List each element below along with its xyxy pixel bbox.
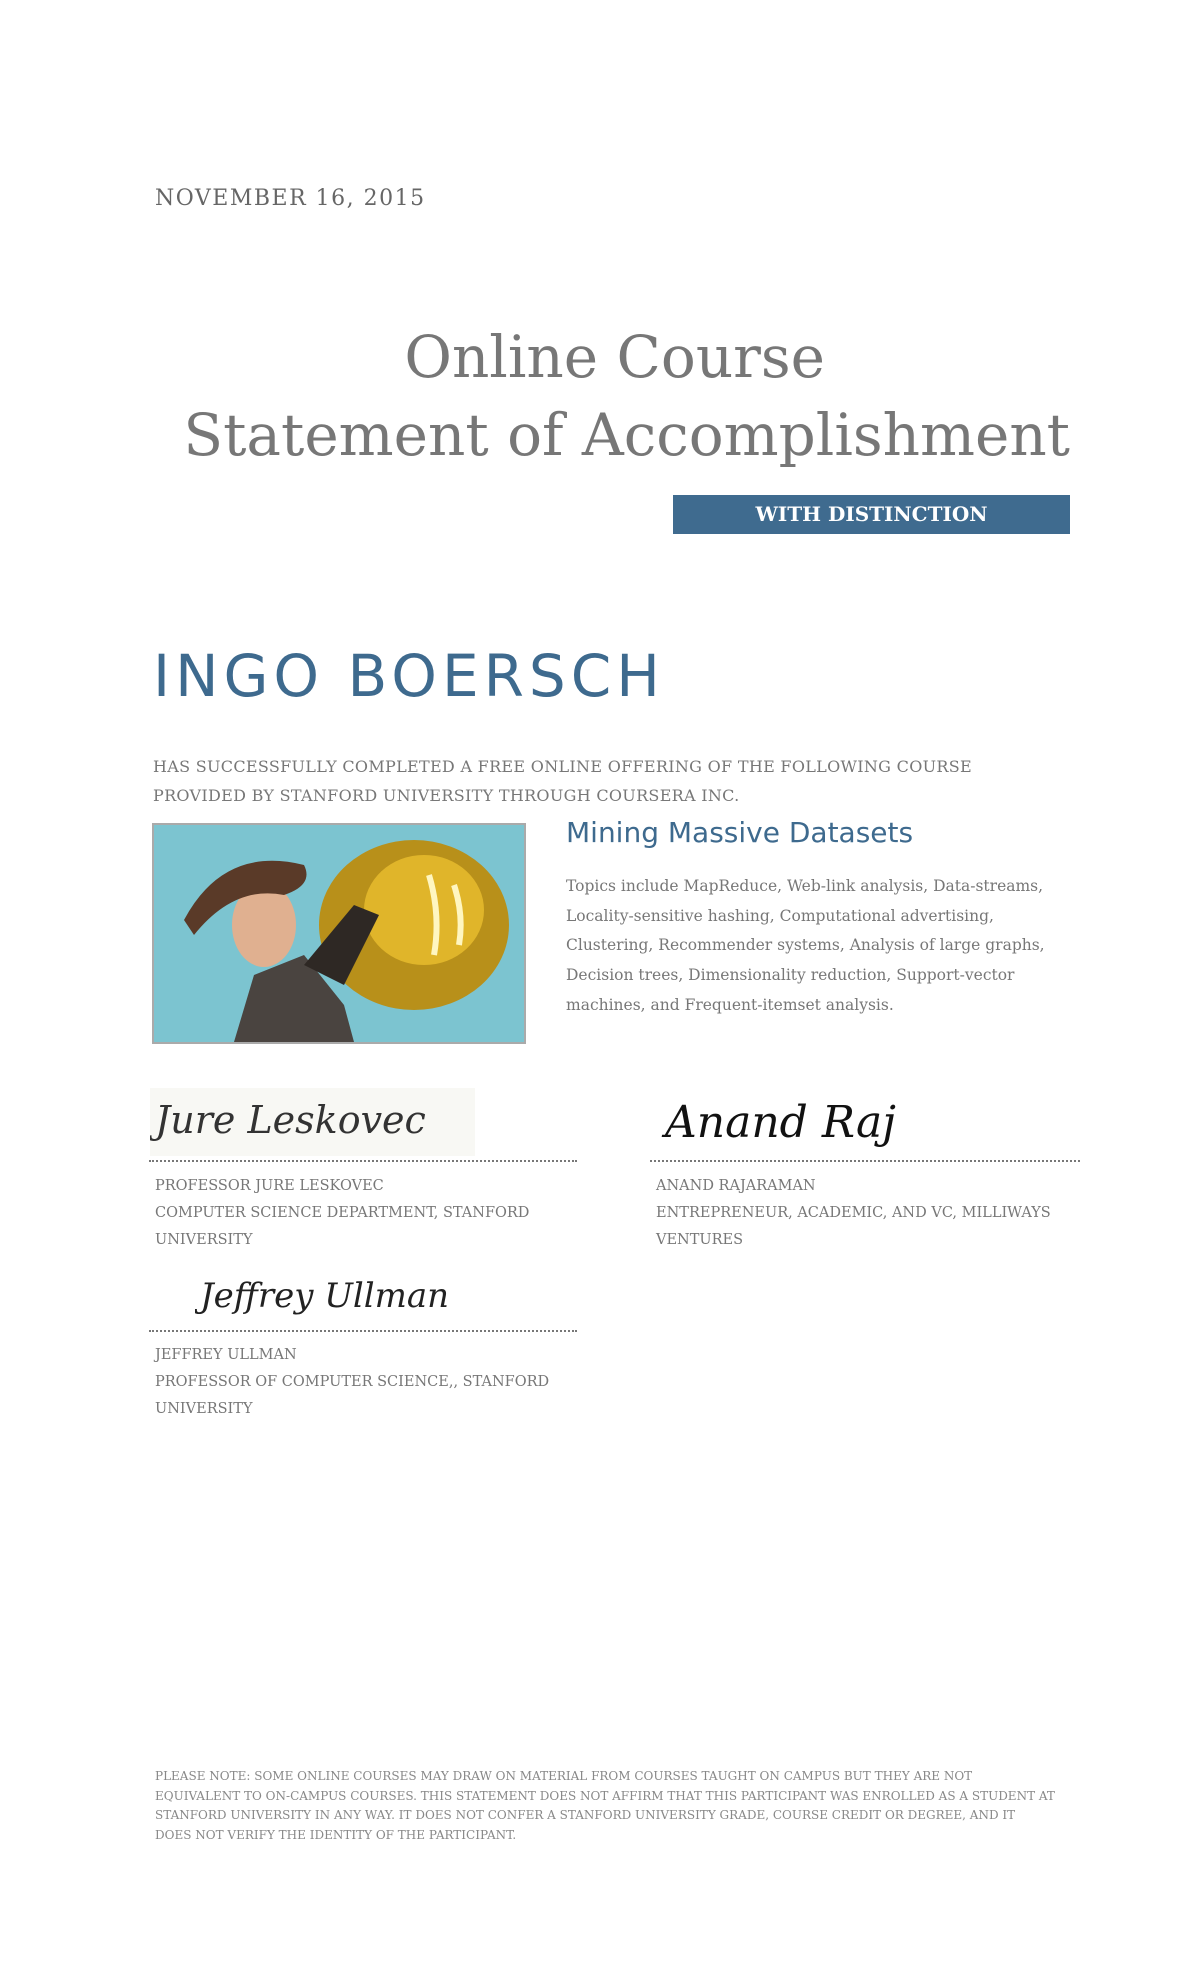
disclaimer: PLEASE NOTE: SOME ONLINE COURSES MAY DRAW ON MATERIAL FROM COURSES TAUGHT ON CAMPUS BUT THEY ARE NOT EQUIVALENT TO ON-CAMPUS COURSES. THIS STATEMENT DOES NOT AFFIRM THAT THIS PARTICIPANT WAS ENROLLED AS A STUDENT AT STANFORD UNIVERSITY IN ANY WAY. IT DOES NOT CONFER A STANFORD UNIVERSITY GRADE, COURSE CREDIT OR DEGREE, AND IT DOES NOT VERIFY THE IDENTITY OF THE PARTICIPANT. bbox=[155, 1769, 1055, 1842]
course-title: Mining Massive Datasets bbox=[566, 816, 914, 849]
signature-ullman bbox=[195, 1262, 455, 1327]
signatory-rajaraman bbox=[656, 1173, 1076, 1254]
signatory-title: COMPUTER SCIENCE DEPARTMENT, STANFORD UNIVERSITY bbox=[155, 1205, 530, 1248]
issue-date: NOVEMBER 16, 2015 bbox=[155, 186, 426, 211]
course-description: Topics include MapReduce, Web-link analysis, Data-streams, Locality-sensitive hashing, Computational advertising, Clustering, Recommender systems, Analysis of large graphs, Decision trees, Dimensionality reduction, Support-vector machines, and Frequent-itemset analysis. bbox=[566, 877, 1045, 1014]
completion-line-1: HAS SUCCESSFULLY COMPLETED A FREE ONLINE OFFERING OF THE FOLLOWING COURSE bbox=[153, 757, 972, 776]
completion-line-2: PROVIDED BY STANFORD UNIVERSITY THROUGH COURSERA INC. bbox=[153, 786, 740, 805]
signatory-ullman bbox=[155, 1342, 575, 1423]
signature-text: Jeffrey Ullman bbox=[200, 1276, 450, 1316]
signatory-title: PROFESSOR OF COMPUTER SCIENCE,, STANFORD UNIVERSITY bbox=[155, 1374, 550, 1417]
signatory-name: PROFESSOR JURE LESKOVEC bbox=[155, 1178, 384, 1194]
signature-text: Anand Raj bbox=[665, 1097, 896, 1148]
signature-rajaraman bbox=[660, 1082, 960, 1157]
signature-line bbox=[149, 1330, 577, 1332]
certificate-title-line1: Online Course bbox=[404, 323, 825, 391]
signature-line bbox=[149, 1160, 577, 1162]
distinction-banner: WITH DISTINCTION bbox=[673, 495, 1070, 534]
signature-text: Jure Leskovec bbox=[155, 1098, 426, 1142]
recipient-name: INGO BOERSCH bbox=[153, 642, 665, 710]
completion-statement bbox=[153, 752, 972, 810]
signature-leskovec bbox=[150, 1088, 475, 1156]
signatory-title: ENTREPRENEUR, ACADEMIC, AND VC, MILLIWAYS VENTURES bbox=[656, 1205, 1051, 1248]
signatory-leskovec bbox=[155, 1173, 575, 1254]
signature-line bbox=[650, 1160, 1080, 1162]
signatory-name: JEFFREY ULLMAN bbox=[155, 1347, 297, 1363]
course-image bbox=[152, 823, 526, 1044]
signatory-name: ANAND RAJARAMAN bbox=[656, 1178, 816, 1194]
certificate-title-line2: Statement of Accomplishment bbox=[183, 401, 1070, 469]
